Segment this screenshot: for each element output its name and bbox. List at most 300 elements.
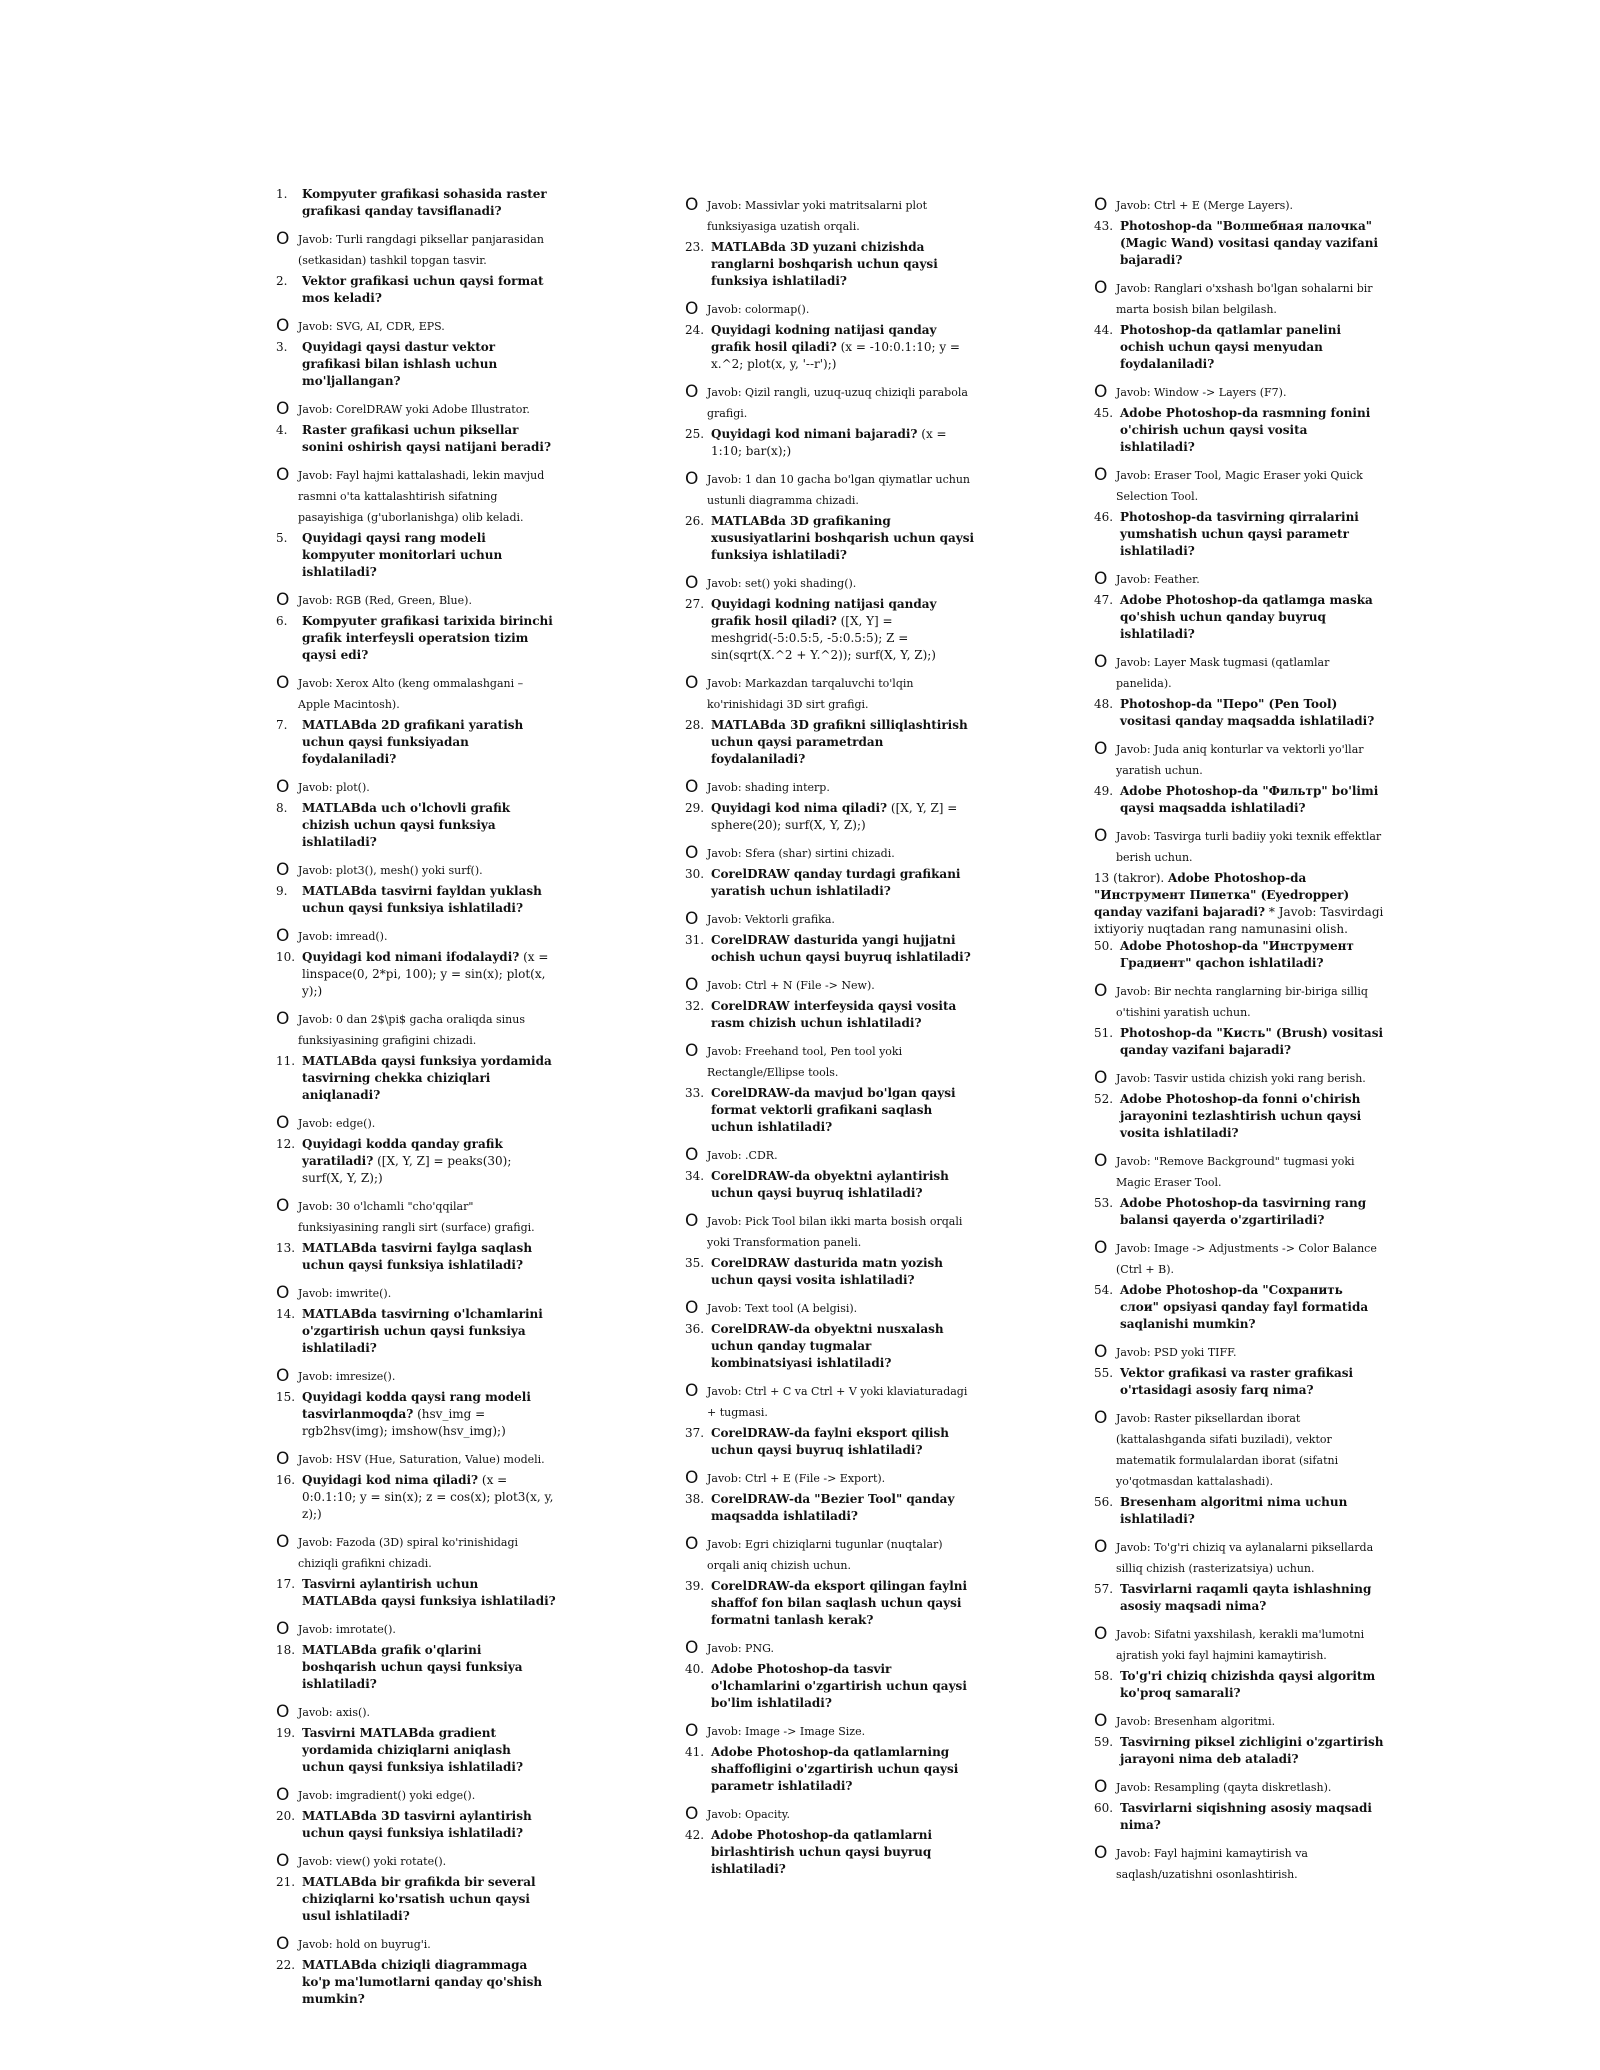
answer	[276, 1934, 556, 1955]
question-text	[711, 1255, 975, 1289]
circle-bullet-icon: O	[276, 316, 290, 336]
question-text	[302, 883, 556, 917]
answer	[276, 1619, 556, 1640]
circle-bullet-icon: O	[276, 1366, 290, 1386]
answer-text: Javob: Fayl hajmi kattalashadi, lekin mavjud rasmni o'ta kattalashtirish sifatning pasayishiga (g'uborlanishga) olib keladi.	[298, 469, 545, 524]
answer-text: Javob: Ctrl + E (Merge Layers).	[1116, 199, 1294, 212]
circle-bullet-icon: O	[1094, 1777, 1108, 1797]
question-text	[711, 998, 975, 1032]
answer-text: Javob: hold on buyrug'i.	[298, 1938, 431, 1951]
answer	[685, 1041, 975, 1083]
answer	[276, 1785, 556, 1806]
question-title: CorelDRAW dasturida yangi hujjatni ochish uchun qaysi buyruq ishlatiladi?	[711, 933, 971, 964]
question-title: Bresenham algoritmi nima uchun ishlatiladi?	[1120, 1495, 1348, 1526]
question-text	[711, 1168, 975, 1202]
question-title: Quyidagi kod nima qiladi?	[302, 1473, 479, 1487]
answer-text: Javob: Image -> Adjustments -> Color Balance (Ctrl + B).	[1116, 1242, 1377, 1276]
circle-bullet-icon: O	[276, 1619, 290, 1639]
question-number: 11.	[276, 1054, 296, 1068]
answer	[276, 777, 556, 798]
question-number: 58.	[1094, 1669, 1114, 1683]
question-text	[1120, 1282, 1384, 1333]
circle-bullet-icon: O	[276, 1009, 290, 1029]
question-text	[1120, 1025, 1384, 1059]
answer-text: Javob: Egri chiziqlarni tugunlar (nuqtalar) orqali aniq chizish uchun.	[707, 1538, 943, 1572]
question-number: 9.	[276, 884, 288, 898]
circle-bullet-icon: O	[685, 1041, 699, 1061]
answer-text: Javob: colormap().	[707, 303, 810, 316]
question	[276, 949, 556, 1000]
question-title: Tasvirlarni siqishning asosiy maqsadi nima?	[1120, 1801, 1372, 1832]
answer-text: Javob: Xerox Alto (keng ommalashgani – Apple Macintosh).	[298, 677, 524, 711]
circle-bullet-icon: O	[1094, 195, 1108, 215]
question-number: 30.	[685, 867, 705, 881]
circle-bullet-icon: O	[1094, 1342, 1108, 1362]
question	[1094, 1195, 1384, 1229]
answer-text: Javob: Text tool (A belgisi).	[707, 1302, 858, 1315]
question	[685, 1321, 975, 1372]
circle-bullet-icon: O	[685, 1381, 699, 1401]
question-title: Tasvirni MATLABda gradient yordamida chiziqlarni aniqlash uchun qaysi funksiya ishlatiladi?	[302, 1726, 523, 1774]
question-text	[711, 800, 975, 834]
question-text	[302, 186, 556, 220]
question-text	[1120, 509, 1384, 560]
question	[685, 426, 975, 460]
answer-text: Javob: imresize().	[298, 1370, 396, 1383]
question	[685, 1085, 975, 1136]
question	[1094, 1668, 1384, 1702]
answer	[1094, 278, 1384, 320]
answer-text: Javob: RGB (Red, Green, Blue).	[298, 594, 472, 607]
question-code: (x = -10:0.1:10; y = x.^2; plot(x, y, '--r');)	[711, 340, 960, 371]
question-number: 21.	[276, 1875, 296, 1889]
answer-text: Javob: PNG.	[707, 1642, 774, 1655]
circle-bullet-icon: O	[685, 1468, 699, 1488]
question-title: Photoshop-da "Перо" (Pen Tool) vositasi qanday maqsadda ishlatiladi?	[1120, 697, 1375, 728]
answer	[276, 926, 556, 947]
question-number: 22.	[276, 1958, 296, 1972]
answer	[685, 673, 975, 715]
question-number: 33.	[685, 1086, 705, 1100]
answer-text: Javob: Ctrl + N (File -> New).	[707, 979, 875, 992]
answer-text: Javob: 1 dan 10 gacha bo'lgan qiymatlar uchun ustunli diagramma chizadi.	[707, 473, 971, 507]
question-text	[302, 339, 556, 390]
question-number: 8.	[276, 801, 288, 815]
question-text	[1120, 592, 1384, 643]
question-number: 53.	[1094, 1196, 1114, 1210]
question-text	[302, 613, 556, 664]
question-number: 41.	[685, 1745, 705, 1759]
question-number: 42.	[685, 1828, 705, 1842]
circle-bullet-icon: O	[685, 673, 699, 693]
circle-bullet-icon: O	[276, 926, 290, 946]
question	[276, 186, 556, 220]
question	[1094, 1282, 1384, 1333]
answer	[1094, 1408, 1384, 1492]
question-text	[711, 1491, 975, 1525]
answer-text: Javob: Resampling (qayta diskretlash).	[1116, 1781, 1332, 1794]
question	[685, 239, 975, 290]
question	[1094, 1734, 1384, 1768]
answer	[276, 1366, 556, 1387]
answer	[1094, 739, 1384, 781]
answer-text: Javob: Fayl hajmini kamaytirish va saqlash/uzatishni osonlashtirish.	[1116, 1847, 1308, 1881]
question-title: Photoshop-da tasvirning qirralarini yumshatish uchun qaysi parametr ishlatiladi?	[1120, 510, 1359, 558]
column-3	[1094, 186, 1384, 1885]
question-number: 37.	[685, 1426, 705, 1440]
answer	[685, 469, 975, 511]
answer	[685, 1804, 975, 1825]
question-number: 60.	[1094, 1801, 1114, 1815]
question	[276, 422, 556, 456]
question-number: 38.	[685, 1492, 705, 1506]
question-text	[1120, 218, 1384, 269]
answer	[1094, 826, 1384, 868]
question-text	[1120, 1668, 1384, 1702]
answer-text: Javob: view() yoki rotate().	[298, 1855, 447, 1868]
question-title: MATLABda bir grafikda bir several chiziqlarni ko'rsatish uchun qaysi usul ishlatiladi?	[302, 1875, 536, 1923]
question-number: 34.	[685, 1169, 705, 1183]
answer	[685, 1211, 975, 1253]
question-text	[302, 1053, 556, 1104]
question-number: 10.	[276, 950, 296, 964]
answer	[1094, 981, 1384, 1023]
circle-bullet-icon: O	[685, 382, 699, 402]
circle-bullet-icon: O	[276, 1934, 290, 1954]
circle-bullet-icon: O	[276, 1702, 290, 1722]
question	[276, 273, 556, 307]
question-number: 44.	[1094, 323, 1114, 337]
circle-bullet-icon: O	[1094, 1537, 1108, 1557]
question-title: Adobe Photoshop-da qatlamlarning shaffofligini o'zgartirish uchun qaysi parametr ishlatiladi?	[711, 1745, 959, 1793]
question-title: MATLABda 3D yuzani chizishda ranglarni boshqarish uchun qaysi funksiya ishlatiladi?	[711, 240, 938, 288]
question	[276, 1240, 556, 1274]
question	[685, 1168, 975, 1202]
question-title: Photoshop-da qatlamlar panelini ochish uchun qaysi menyudan foydalaniladi?	[1120, 323, 1341, 371]
answer	[1094, 1843, 1384, 1885]
question-number: 25.	[685, 427, 705, 441]
circle-bullet-icon: O	[276, 1196, 290, 1216]
circle-bullet-icon: O	[685, 1804, 699, 1824]
question	[685, 998, 975, 1032]
question-title: Quyidagi qaysi dastur vektor grafikasi bilan ishlash uchun mo'ljallangan?	[302, 340, 498, 388]
answer-text: Javob: Tasvirga turli badiiy yoki texnik effektlar berish uchun.	[1116, 830, 1382, 864]
question	[276, 1136, 556, 1187]
circle-bullet-icon: O	[685, 1534, 699, 1554]
answer	[685, 299, 975, 320]
question-text	[711, 866, 975, 900]
answer-text: Javob: Markazdan tarqaluvchi to'lqin ko'rinishidagi 3D sirt grafigi.	[707, 677, 914, 711]
answer	[1094, 1711, 1384, 1732]
answer-text: Javob: Bresenham algoritmi.	[1116, 1715, 1276, 1728]
answer	[276, 1196, 556, 1238]
answer-text: Javob: Raster piksellardan iborat (kattalashganda sifati buziladi), vektor matematik formulalardan iborat (sifatni yo'qotmasdan kattalashadi).	[1116, 1412, 1339, 1488]
circle-bullet-icon: O	[276, 1532, 290, 1552]
question-number: 20.	[276, 1809, 296, 1823]
question-text	[1120, 696, 1384, 730]
question-text	[711, 1661, 975, 1712]
question-text	[711, 1578, 975, 1629]
question-title: Adobe Photoshop-da tasvirning rang balansi qayerda o'zgartiriladi?	[1120, 1196, 1367, 1227]
question	[276, 883, 556, 917]
question-text	[711, 1744, 975, 1795]
question-number: 4.	[276, 423, 288, 437]
answer-text: Javob: HSV (Hue, Saturation, Value) modeli.	[298, 1453, 545, 1466]
question-text	[1120, 1091, 1384, 1142]
answer-text: Javob: .CDR.	[707, 1149, 778, 1162]
question-title: Adobe Photoshop-da rasmning fonini o'chirish uchun qaysi vosita ishlatiladi?	[1120, 406, 1371, 454]
question	[1094, 1091, 1384, 1142]
answer	[1094, 1537, 1384, 1579]
answer-text: Javob: imwrite().	[298, 1287, 392, 1300]
answer	[276, 1009, 556, 1051]
answer	[276, 590, 556, 611]
answer-text: Javob: 0 dan 2$\pi$ gacha oraliqda sinus funksiyasining grafigini chizadi.	[298, 1013, 525, 1047]
answer	[276, 465, 556, 528]
question-code: (x = 1:10; bar(x);)	[711, 427, 947, 458]
question-number: 16.	[276, 1473, 296, 1487]
circle-bullet-icon: O	[276, 673, 290, 693]
question-number: 1.	[276, 187, 288, 201]
question-text	[1120, 1195, 1384, 1229]
question	[685, 322, 975, 373]
question	[1094, 1494, 1384, 1528]
question	[1094, 218, 1384, 269]
circle-bullet-icon: O	[276, 1449, 290, 1469]
answer	[685, 382, 975, 424]
circle-bullet-icon: O	[276, 399, 290, 419]
question	[1094, 592, 1384, 643]
question-text	[711, 513, 975, 564]
question	[1094, 1365, 1384, 1399]
question	[685, 932, 975, 966]
question-text	[302, 1389, 556, 1440]
question-title: MATLABda tasvirni fayldan yuklash uchun qaysi funksiya ishlatiladi?	[302, 884, 542, 915]
question-number: 57.	[1094, 1582, 1114, 1596]
question-number: 46.	[1094, 510, 1114, 524]
question-title: Tasvirni aylantirish uchun MATLABda qaysi funksiya ishlatiladi?	[302, 1577, 556, 1608]
question-title: Vektor grafikasi uchun qaysi format mos keladi?	[302, 274, 544, 305]
question	[1094, 870, 1384, 938]
answer-text: Javob: imgradient() yoki edge().	[298, 1789, 476, 1802]
answer-text: Javob: SVG, AI, CDR, EPS.	[298, 320, 445, 333]
question-title: MATLABda 3D grafikni silliqlashtirish uchun qaysi parametrdan foydalaniladi?	[711, 718, 968, 766]
question	[685, 1661, 975, 1712]
question-text	[302, 717, 556, 768]
question	[276, 1389, 556, 1440]
question-number: 43.	[1094, 219, 1114, 233]
answer-text: Javob: Window -> Layers (F7).	[1116, 386, 1287, 399]
answer	[276, 316, 556, 337]
answer	[276, 1113, 556, 1134]
answer	[1094, 1624, 1384, 1666]
question-text	[302, 273, 556, 307]
question-text	[1120, 783, 1384, 817]
question-title: Quyidagi kodning natijasi qanday grafik hosil qiladi?	[711, 597, 937, 628]
circle-bullet-icon: O	[276, 1851, 290, 1871]
question-number: 19.	[276, 1726, 296, 1740]
question-text	[711, 322, 975, 373]
answer	[685, 777, 975, 798]
question-number: 52.	[1094, 1092, 1114, 1106]
question	[1094, 1581, 1384, 1615]
answer-text: Javob: Freehand tool, Pen tool yoki Rectangle/Ellipse tools.	[707, 1045, 903, 1079]
question	[685, 717, 975, 768]
question	[685, 513, 975, 564]
circle-bullet-icon: O	[1094, 652, 1108, 672]
question-title: Kompyuter grafikasi tarixida birinchi grafik interfeysli operatsion tizim qaysi edi?	[302, 614, 553, 662]
answer-text: Javob: PSD yoki TIFF.	[1116, 1346, 1237, 1359]
question-title: Adobe Photoshop-da "Сохранить слои" opsiyasi qanday fayl formatida saqlanishi mumkin?	[1120, 1283, 1369, 1331]
question-title: Adobe Photoshop-da qatlamga maska qo'shish uchun qanday buyruq ishlatiladi?	[1120, 593, 1373, 641]
question-number: 54.	[1094, 1283, 1114, 1297]
question-text	[711, 717, 975, 768]
question-text	[711, 596, 975, 664]
question-text	[711, 1827, 975, 1878]
circle-bullet-icon: O	[685, 1211, 699, 1231]
question-number: 13.	[276, 1241, 296, 1255]
question	[685, 596, 975, 664]
circle-bullet-icon: O	[685, 1298, 699, 1318]
question-text	[1120, 1800, 1384, 1834]
answer-text: Javob: 30 o'lchamli "cho'qqilar" funksiyasining rangli sirt (surface) grafigi.	[298, 1200, 535, 1234]
answer	[685, 843, 975, 864]
circle-bullet-icon: O	[276, 465, 290, 485]
question-title: Quyidagi kod nima qiladi?	[711, 801, 888, 815]
answer	[1094, 652, 1384, 694]
question-number: 28.	[685, 718, 705, 732]
question-number: 26.	[685, 514, 705, 528]
question-text	[302, 1576, 556, 1610]
answer	[1094, 382, 1384, 403]
question-title: CorelDRAW-da obyektni nusxalash uchun qanday tugmalar kombinatsiyasi ishlatiladi?	[711, 1322, 944, 1370]
circle-bullet-icon: O	[685, 195, 699, 215]
question-title: Raster grafikasi uchun piksellar sonini oshirish qaysi natijani beradi?	[302, 423, 551, 454]
question-title: MATLABda 2D grafikani yaratish uchun qaysi funksiyadan foydalaniladi?	[302, 718, 524, 766]
question-text	[302, 1136, 556, 1187]
circle-bullet-icon: O	[1094, 1151, 1108, 1171]
question-text	[302, 800, 556, 851]
circle-bullet-icon: O	[1094, 1711, 1108, 1731]
question-code: * Javob: Tasvirdagi ixtiyoriy nuqtadan rang namunasini olish.	[1094, 905, 1384, 936]
question-number: 7.	[276, 718, 288, 732]
question	[1094, 938, 1384, 972]
circle-bullet-icon: O	[1094, 1408, 1108, 1428]
answer	[276, 1702, 556, 1723]
answer-text: Javob: Sfera (shar) sirtini chizadi.	[707, 847, 895, 860]
question-number: 48.	[1094, 697, 1114, 711]
question-title: MATLABda uch o'lchovli grafik chizish uchun qaysi funksiya ishlatiladi?	[302, 801, 511, 849]
answer-text: Javob: Ctrl + C va Ctrl + V yoki klaviaturadagi + tugmasi.	[707, 1385, 968, 1419]
question-number: 6.	[276, 614, 288, 628]
circle-bullet-icon: O	[1094, 1624, 1108, 1644]
question-number: 39.	[685, 1579, 705, 1593]
question-number: 47.	[1094, 593, 1114, 607]
question-title: CorelDRAW interfeysida qaysi vosita rasm chizish uchun ishlatiladi?	[711, 999, 957, 1030]
question-title: Tasvirning piksel zichligini o'zgartirish jarayoni nima deb ataladi?	[1120, 1735, 1384, 1766]
answer-text: Javob: axis().	[298, 1706, 371, 1719]
question-number: 40.	[685, 1662, 705, 1676]
answer	[685, 1721, 975, 1742]
answer-text: Javob: Bir nechta ranglarning bir-biriga silliq o'tishini yaratish uchun.	[1116, 985, 1368, 1019]
question-text	[1120, 405, 1384, 456]
question-number: 3.	[276, 340, 288, 354]
question-title: CorelDRAW-da "Bezier Tool" qanday maqsadda ishlatiladi?	[711, 1492, 955, 1523]
question-number: 29.	[685, 801, 705, 815]
question-number: 12.	[276, 1137, 296, 1151]
question	[276, 1472, 556, 1523]
question	[276, 1306, 556, 1357]
question-title: MATLABda grafik o'qlarini boshqarish uchun qaysi funksiya ishlatiladi?	[302, 1643, 523, 1691]
question-text	[302, 1472, 556, 1523]
question-text	[1120, 1734, 1384, 1768]
question	[685, 1491, 975, 1525]
answer	[1094, 1777, 1384, 1798]
question-number: 56.	[1094, 1495, 1114, 1509]
question	[1094, 509, 1384, 560]
answer	[685, 909, 975, 930]
answer	[685, 195, 975, 237]
question-title: CorelDRAW-da obyektni aylantirish uchun qaysi buyruq ishlatiladi?	[711, 1169, 949, 1200]
circle-bullet-icon: O	[685, 777, 699, 797]
question-number: 49.	[1094, 784, 1114, 798]
circle-bullet-icon: O	[685, 1638, 699, 1658]
answer	[685, 1145, 975, 1166]
answer-text: Javob: Layer Mask tugmasi (qatlamlar panelida).	[1116, 656, 1330, 690]
column-1	[276, 186, 556, 2008]
question	[1094, 783, 1384, 817]
question-code: ([X, Y, Z] = sphere(20); surf(X, Y, Z);)	[711, 801, 958, 832]
question	[276, 800, 556, 851]
question-number: 17.	[276, 1577, 296, 1591]
answer-text: Javob: Massivlar yoki matritsalarni plot funksiyasiga uzatish orqali.	[707, 199, 928, 233]
question-text	[1094, 870, 1384, 938]
question	[1094, 1800, 1384, 1834]
question-code: (x = linspace(0, 2*pi, 100); y = sin(x); plot(x, y);)	[302, 950, 549, 998]
answer-text: Javob: imrotate().	[298, 1623, 396, 1636]
answer-text: Javob: Opacity.	[707, 1808, 791, 1821]
question-title: Vektor grafikasi va raster grafikasi o'rtasidagi asosiy farq nima?	[1120, 1366, 1354, 1397]
circle-bullet-icon: O	[1094, 569, 1108, 589]
answer-text: Javob: Vektorli grafika.	[707, 913, 835, 926]
answer-text: Javob: Sifatni yaxshilash, kerakli ma'lumotni ajratish yoki fayl hajmini kamaytirish.	[1116, 1628, 1365, 1662]
answer-text: Javob: Juda aniq konturlar va vektorli yo'llar yaratish uchun.	[1116, 743, 1364, 777]
question	[1094, 1025, 1384, 1059]
question-text	[302, 1240, 556, 1274]
answer-text: Javob: plot3(), mesh() yoki surf().	[298, 864, 483, 877]
question	[276, 613, 556, 664]
answer	[685, 975, 975, 996]
question-title: Quyidagi kodda qanday grafik yaratiladi?	[302, 1137, 503, 1168]
circle-bullet-icon: O	[276, 1113, 290, 1133]
question-text	[302, 1957, 556, 2008]
question	[685, 1425, 975, 1459]
question-title: MATLABda tasvirni faylga saqlash uchun qaysi funksiya ishlatiladi?	[302, 1241, 533, 1272]
answer-text: Javob: Feather.	[1116, 573, 1200, 586]
question-title: To'g'ri chiziq chizishda qaysi algoritm ko'proq samarali?	[1120, 1669, 1376, 1700]
question	[276, 1053, 556, 1104]
question-text	[302, 1642, 556, 1693]
question	[685, 1827, 975, 1878]
answer	[685, 1638, 975, 1659]
question-title: CorelDRAW dasturida matn yozish uchun qaysi vosita ishlatiladi?	[711, 1256, 943, 1287]
question	[276, 1642, 556, 1693]
question-text	[1120, 1494, 1384, 1528]
answer-text: Javob: Ranglari o'xshash bo'lgan sohalarni bir marta bosish bilan belgilash.	[1116, 282, 1373, 316]
answer-text: Javob: To'g'ri chiziq va aylanalarni piksellarda silliq chizish (rasterizatsiya) uchun.	[1116, 1541, 1374, 1575]
question	[1094, 405, 1384, 456]
answer-text: Javob: CorelDRAW yoki Adobe Illustrator.	[298, 403, 530, 416]
